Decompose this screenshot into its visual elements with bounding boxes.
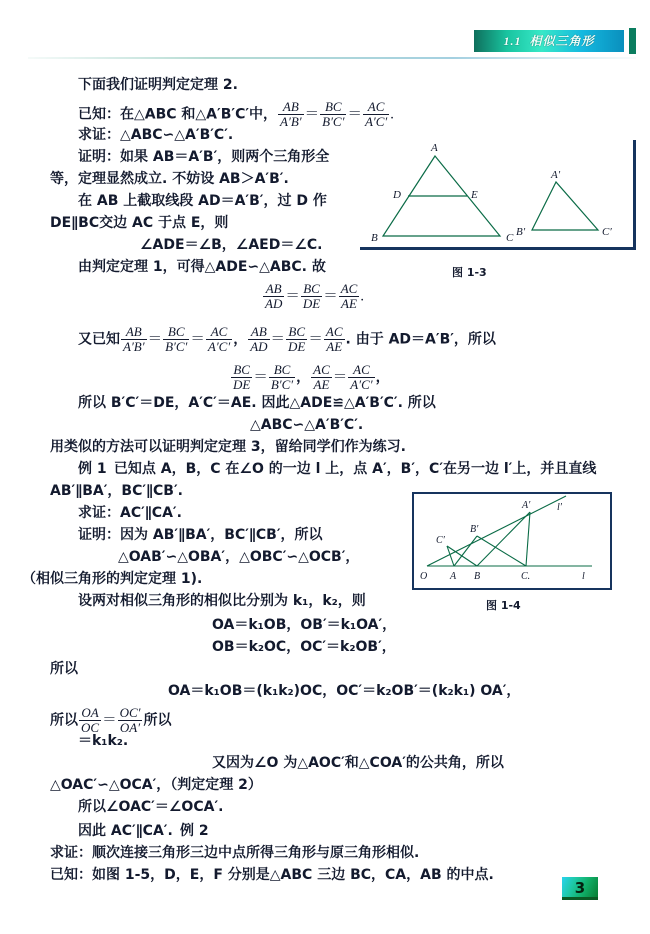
eq-d: ＝: [308, 331, 323, 348]
fraction-bc-bpcp-2: $\frac{BC}{B'C'}$: [165, 324, 188, 354]
example-1-proof-4: 设两对相似三角形的相似比分别为 k₁，k₂，则: [78, 593, 366, 609]
example-2-label: 因此 AC′∥CA′.: [78, 823, 173, 839]
header-section-number: 1.1: [503, 34, 522, 48]
proof-line-9: 用类似的方法可以证明判定定理 3，留给同学们作为练习.: [50, 439, 406, 455]
figure-1-4-drawing: [414, 494, 606, 584]
fraction-ac-ae: $\frac{AC}{AE}$: [340, 281, 358, 311]
fraction-ac-ae-3: $\frac{AC}{AE}$: [313, 362, 330, 392]
svg-text:A′: A′: [551, 169, 561, 181]
eq-c: ＝: [270, 331, 286, 348]
eq4-tail: 所以: [143, 712, 172, 729]
comma-sep: ，: [233, 331, 248, 348]
equals-1: ＝: [304, 106, 320, 123]
svg-text:D: D: [393, 189, 401, 201]
paragraph-intro: 下面我们证明判定定理 2.: [78, 77, 238, 93]
proof-line-4: DE∥BC交边 AC 于点 E，则: [50, 215, 229, 231]
example-1-proof-3: （相似三角形的判定定理 1).: [22, 571, 203, 587]
figure-1-3-caption: 图 1-3: [452, 266, 487, 279]
fraction-ac-apcp-3: $\frac{AC}{A'C'}$: [350, 362, 373, 392]
example-1-label: 例 1: [78, 461, 107, 477]
svg-text:B: B: [474, 571, 481, 582]
svg-text:C: C: [506, 232, 514, 244]
figure-1-3-frame: [360, 140, 636, 250]
svg-text:C.: C.: [521, 571, 531, 582]
header-title: [474, 31, 624, 51]
header-section-title: 相似三角形: [529, 34, 595, 48]
proof-line-6: 由判定定理 1，可得△ADE∽△ABC. 故: [78, 259, 326, 275]
example-2-given: 求证：顺次连接三角形三边中点所得三角形与原三角形相似.: [50, 845, 420, 861]
proof-line-3: 在 AB 上截取线段 AD＝A′B′，过 D 作: [78, 193, 327, 209]
eq-g: ＝: [102, 712, 117, 729]
period-1: .: [390, 106, 394, 123]
svg-text:B′: B′: [516, 226, 526, 238]
eq-sign-2: ＝: [323, 288, 338, 305]
example-1-heading: [78, 462, 596, 477]
example-1-prove: 求证：AC′∥CA′.: [78, 505, 182, 521]
figure-1-4-frame: [412, 492, 612, 590]
equation-oa-oc: [50, 706, 171, 734]
given-label: 已知：在△ABC 和△A′B′C′中，: [78, 106, 278, 123]
fraction-ab-apbp: $\frac{AB}{A'B'}$: [280, 99, 302, 129]
proof-line-7: 所以 B′C′＝DE，A′C′＝AE. 因此△ADE≌△A′B′C′. 所以: [78, 395, 436, 411]
svg-text:C′: C′: [436, 535, 445, 546]
eq-comma: ，: [296, 369, 311, 386]
example-1-eq-2: OB＝k₂OC，OC′＝k₂OB′，: [212, 639, 396, 655]
given-line-1: [78, 100, 394, 128]
proof-line-5: ∠ADE＝∠B，∠AED＝∠C.: [140, 237, 323, 253]
proof-line-2: 等，定理显然成立. 不妨设 AB＞A′B′.: [50, 171, 289, 187]
eq-a: ＝: [147, 331, 163, 348]
svg-text:A: A: [431, 142, 438, 154]
svg-text:E: E: [471, 189, 478, 201]
example-1-proof-1: 证明：因为 AB′∥BA′，BC′∥CB′，所以: [78, 527, 323, 543]
fraction-ab-apbp-2: $\frac{AB}{A'B'}$: [123, 324, 145, 354]
prove-line-1: 求证：△ABC∽△A′B′C′.: [78, 127, 234, 143]
eq-sign: ＝: [285, 288, 300, 305]
eq4-prefix: 所以: [50, 712, 78, 729]
example-1-proof-6: ＝k₁k₂.: [78, 733, 129, 749]
header-rule: [28, 57, 636, 59]
example-2-heading: [78, 824, 209, 839]
fraction-ac-ae-2: $\frac{AC}{AE}$: [325, 324, 343, 354]
proof-line-1: 证明：如果 AB＝A′B′，则两个三角形全: [78, 149, 330, 165]
svg-text:O: O: [420, 571, 428, 582]
equation-known-ratios: [78, 325, 496, 353]
fraction-ocp-oap: $\frac{OC'}{OA'}$: [119, 705, 141, 735]
fraction-ac-apcp-2: $\frac{AC}{A'C'}$: [207, 324, 231, 354]
svg-text:A: A: [450, 571, 457, 582]
since-ad-clause: . 由于 AD＝A′B′，所以: [345, 331, 496, 348]
known-label: 又已知: [78, 331, 120, 348]
equals-2: ＝: [347, 106, 362, 123]
page-number: 3: [574, 879, 586, 897]
fraction-ab-ad: $\frac{AB}{AD}$: [265, 281, 283, 311]
example-1-proof-5: 所以: [50, 661, 78, 677]
eq-period: .: [360, 288, 364, 305]
eq-f: ＝: [332, 369, 348, 386]
example-2-statement: 例 2: [180, 823, 209, 839]
fraction-oa-oc: $\frac{OA}{OC}$: [81, 705, 100, 735]
fraction-bc-bpcp: $\frac{BC}{B'C'}$: [322, 99, 345, 129]
svg-text:l′: l′: [557, 502, 562, 513]
equation-derived-ratios: [230, 363, 390, 391]
example-1-conclusion-2: △OAC′∽△OCA′，（判定定理 2）: [50, 777, 262, 793]
svg-text:A′: A′: [522, 500, 531, 511]
fraction-ac-apcp: $\frac{AC}{A'C'}$: [364, 99, 388, 129]
fraction-ab-ad-2: $\frac{AB}{AD}$: [250, 324, 268, 354]
header-accent-bar: [629, 28, 636, 54]
example-1-eq-1: OA＝k₁OB，OB′＝k₁OA′，: [212, 617, 397, 633]
example-1-conclusion-3: 所以∠OAC′＝∠OCA′.: [78, 799, 224, 815]
fraction-bc-de-2: $\frac{BC}{DE}$: [288, 324, 306, 354]
proof-line-8: △ABC∽△A′B′C′.: [250, 417, 364, 433]
svg-text:l: l: [582, 571, 585, 582]
eq-b: ＝: [190, 331, 205, 348]
example-1-eq-3: OA＝k₁OB＝(k₁k₂)OC，OC′＝k₂OB′＝(k₂k₁) OA′，: [168, 683, 521, 699]
example-1-proof-2: △OAB′∽△OBA′，△OBC′∽△OCB′，: [118, 549, 360, 565]
example-1-statement: 已知点 A，B，C 在∠O 的一边 l 上，点 A′，B′，C′在另一边 l′上，并且直线: [113, 461, 597, 477]
svg-text:B: B: [371, 232, 378, 244]
example-2-prove: 已知：如图 1-5，D，E，F 分别是△ABC 三边 BC，CA，AB 的中点.: [50, 867, 494, 883]
example-1-line-2: AB′∥BA′，BC′∥CB′.: [50, 483, 183, 499]
eq-tail: ，: [375, 369, 390, 386]
figure-1-3-drawing: [360, 140, 636, 250]
fraction-bc-de: $\frac{BC}{DE}$: [302, 281, 321, 311]
svg-text:C′: C′: [602, 226, 612, 238]
equation-ratio-ade: [262, 282, 364, 310]
fraction-bc-bpcp-3: $\frac{BC}{B'C'}$: [270, 362, 294, 392]
eq-e: ＝: [253, 369, 268, 386]
example-1-conclusion-1: 又因为∠O 为△AOC′和△COA′的公共角，所以: [212, 755, 504, 771]
svg-text:B′: B′: [470, 524, 479, 535]
fraction-bc-de-3: $\frac{BC}{DE}$: [233, 362, 251, 392]
figure-1-4-caption: 图 1-4: [486, 599, 521, 612]
